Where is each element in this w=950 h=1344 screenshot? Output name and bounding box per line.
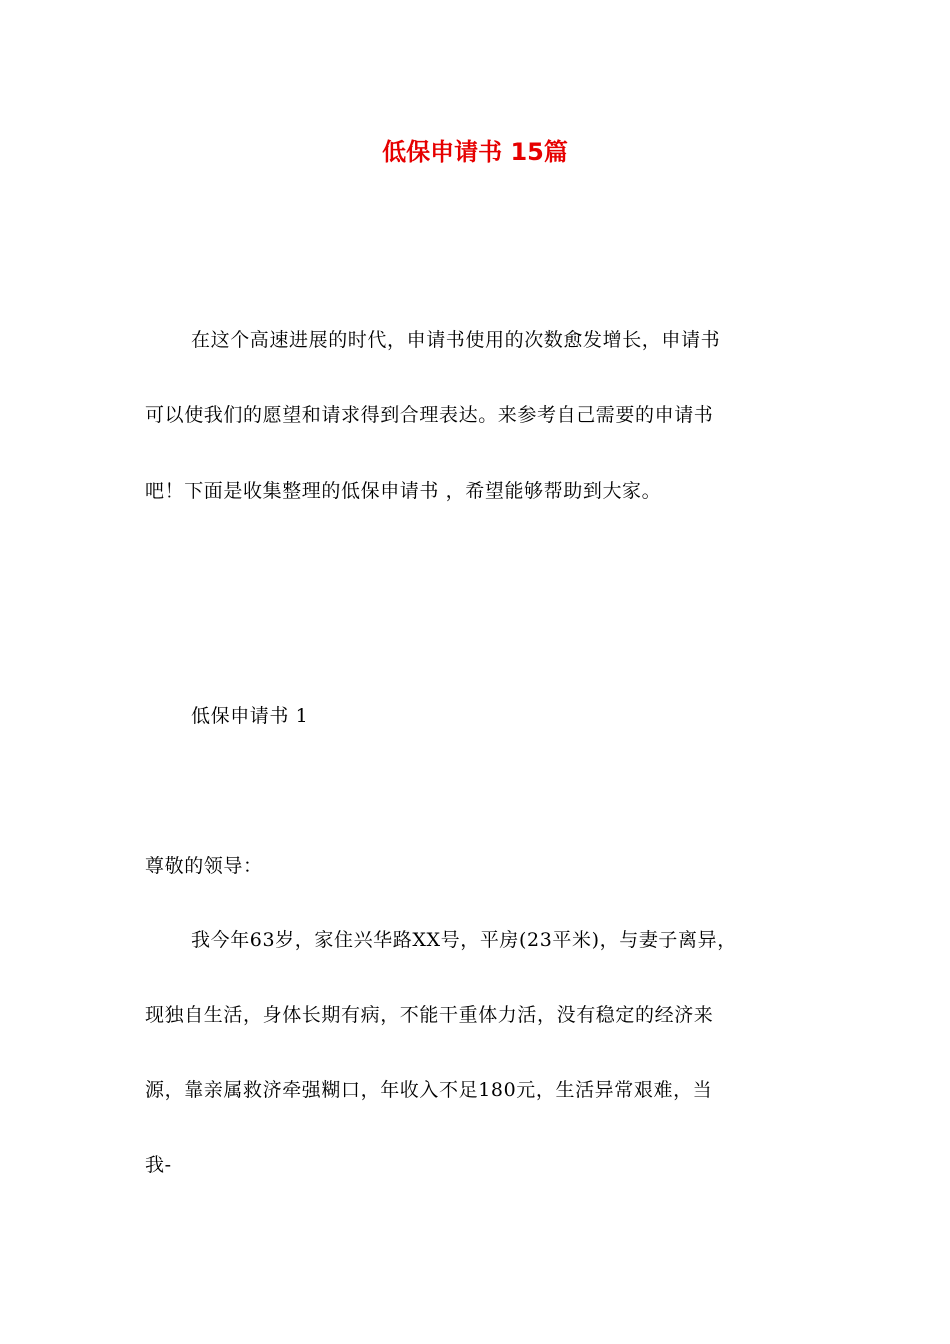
body-line-2: 现独自生活，身体长期有病，不能干重体力活，没有稳定的经济来: [145, 1004, 714, 1026]
document-title: 低保申请书 15篇: [382, 138, 568, 166]
body-line-4: 我-: [145, 1154, 172, 1176]
body-line-3: 源，靠亲属救济牵强糊口，年收入不足180元，生活异常艰难，当: [145, 1079, 713, 1101]
salutation: 尊敬的领导：: [145, 855, 263, 877]
intro-line-3: 吧！下面是收集整理的低保申请书 ，希望能够帮助到大家。: [145, 480, 662, 502]
intro-line-2: 可以使我们的愿望和请求得到合理表达。来参考自己需要的申请书: [145, 404, 714, 426]
intro-line-1: 在这个高速进展的时代，申请书使用的次数愈发增长，申请书: [191, 329, 721, 351]
body-line-1: 我今年63岁，家住兴华路XX号，平房(23平米)，与妻子离异，: [191, 929, 737, 951]
section-heading: 低保申请书 1: [191, 705, 309, 727]
